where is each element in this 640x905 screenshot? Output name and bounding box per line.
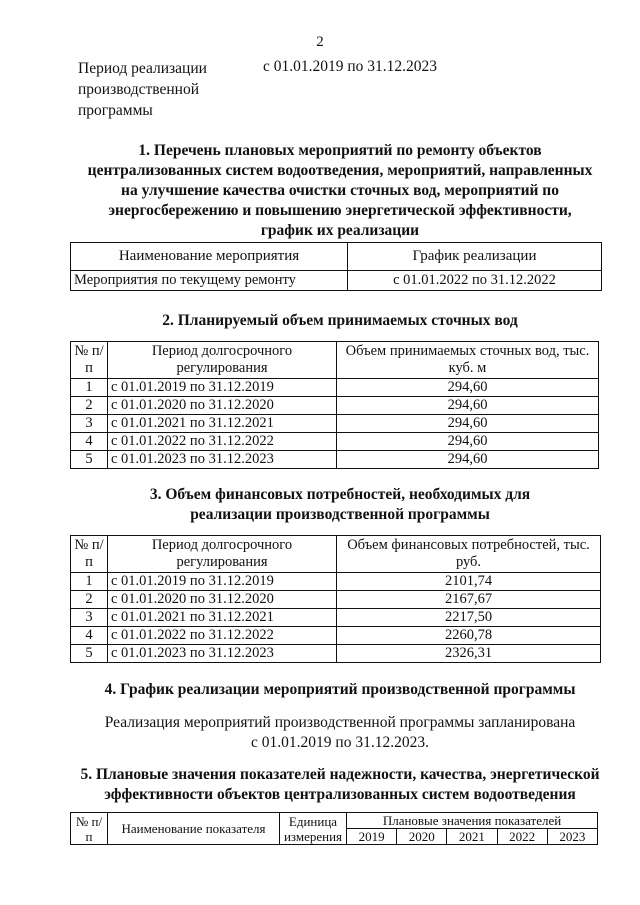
num-cell: 5 [71, 645, 108, 663]
section5-table [70, 812, 598, 845]
schedule-cell: с 01.01.2022 по 31.12.2022 [348, 271, 602, 291]
section3-table [70, 535, 601, 663]
header-year: 2023 [547, 829, 597, 845]
period-label-line: производственной [78, 81, 200, 98]
table-row [71, 609, 601, 627]
table-header-row [71, 243, 602, 271]
header-planned-values: Плановые значения показателей [347, 813, 598, 829]
value-cell: 294,60 [337, 397, 599, 415]
num-cell: 1 [71, 379, 108, 397]
num-cell: 3 [71, 415, 108, 433]
value-cell: 294,60 [337, 415, 599, 433]
header-year: 2022 [497, 829, 547, 845]
value-cell: 294,60 [337, 379, 599, 397]
page-number: 2 [316, 34, 324, 50]
table-row [71, 397, 599, 415]
header-period: Период долгосрочного регулирования [108, 342, 337, 379]
table-header-row [71, 342, 599, 379]
value-cell: 294,60 [337, 451, 599, 469]
section3-title [60, 485, 620, 525]
section5-title [40, 765, 640, 805]
section1-title-line: энергосбережению и повышению энергетической эффективности, [108, 202, 572, 219]
period-cell: с 01.01.2019 по 31.12.2019 [108, 573, 337, 591]
period-cell: с 01.01.2022 по 31.12.2022 [108, 627, 337, 645]
num-cell: 4 [71, 433, 108, 451]
section4-text [60, 713, 620, 753]
period-cell: с 01.01.2020 по 31.12.2020 [108, 591, 337, 609]
section1-title-line: на улучшение качества очистки сточных вод, мероприятий по [121, 182, 559, 199]
section2-title [60, 311, 620, 331]
section3-title-line: 3. Объем финансовых потребностей, необходимых для [149, 486, 531, 503]
section2-table [70, 341, 599, 469]
header-volume: Объем принимаемых сточных вод, тыс. куб. м [337, 342, 599, 379]
header-indicator-name: Наименование показателя [108, 813, 280, 845]
table-row [71, 591, 601, 609]
table-row [71, 433, 599, 451]
section4-title [40, 680, 640, 700]
table-row [71, 627, 601, 645]
period-cell: с 01.01.2020 по 31.12.2020 [108, 397, 337, 415]
header-num: № п/п [71, 342, 108, 379]
value-cell: 2217,50 [337, 609, 601, 627]
section1-title-line: централизованных систем водоотведения, мероприятий, направленных [87, 162, 593, 179]
section5-title-line: эффективности объектов централизованных систем водоотведения [104, 786, 576, 803]
table-row [71, 451, 599, 469]
num-cell: 2 [71, 397, 108, 415]
table-header-row [71, 536, 601, 573]
table-row [71, 573, 601, 591]
period-cell: с 01.01.2023 по 31.12.2023 [108, 451, 337, 469]
header-num: № п/п [71, 536, 108, 573]
value-cell: 2167,67 [337, 591, 601, 609]
header-num: № п/п [71, 813, 108, 845]
value-cell: 2101,74 [337, 573, 601, 591]
section4-title-text: 4. График реализации мероприятий производственной программы [104, 681, 576, 698]
period-cell: с 01.01.2021 по 31.12.2021 [108, 415, 337, 433]
value-cell: 2326,31 [337, 645, 601, 663]
value-cell: 2260,78 [337, 627, 601, 645]
num-cell: 3 [71, 609, 108, 627]
header-activity: Наименование мероприятия [71, 243, 348, 271]
period-label-line: программы [78, 102, 153, 119]
section1-title-line: график их реализации [260, 222, 420, 239]
header-finance: Объем финансовых потребностей, тыс. руб. [337, 536, 601, 573]
header-year: 2021 [447, 829, 497, 845]
header-unit: Единица измерения [280, 813, 347, 845]
table-row [71, 271, 602, 291]
section3-title-line: реализации производственной программы [190, 506, 490, 523]
table-row [71, 415, 599, 433]
table-row [71, 645, 601, 663]
period-cell: с 01.01.2022 по 31.12.2022 [108, 433, 337, 451]
value-cell: 294,60 [337, 433, 599, 451]
period-label [78, 58, 248, 121]
header-period: Период долгосрочного регулирования [108, 536, 337, 573]
section4-text-line: с 01.01.2019 по 31.12.2023. [251, 734, 429, 751]
period-cell: с 01.01.2021 по 31.12.2021 [108, 609, 337, 627]
table-header-row [71, 813, 598, 829]
period-cell: с 01.01.2019 по 31.12.2019 [108, 379, 337, 397]
activity-cell: Мероприятия по текущему ремонту [71, 271, 348, 291]
header-schedule: График реализации [348, 243, 602, 271]
num-cell: 1 [71, 573, 108, 591]
section4-text-line: Реализация мероприятий производственной программы запланирована [104, 714, 576, 731]
section1-table [70, 242, 602, 291]
period-label-line: Период реализации [78, 60, 207, 77]
period-cell: с 01.01.2023 по 31.12.2023 [108, 645, 337, 663]
num-cell: 4 [71, 627, 108, 645]
header-year: 2019 [347, 829, 397, 845]
header-year: 2020 [397, 829, 447, 845]
num-cell: 2 [71, 591, 108, 609]
section2-title-text: 2. Планируемый объем принимаемых сточных вод [162, 312, 518, 329]
section1-title-line: 1. Перечень плановых мероприятий по ремонту объектов [138, 142, 542, 159]
section1-title [60, 141, 620, 241]
period-value: с 01.01.2019 по 31.12.2023 [263, 58, 438, 75]
section5-title-line: 5. Плановые значения показателей надежности, качества, энергетической [80, 766, 600, 783]
table-row [71, 379, 599, 397]
num-cell: 5 [71, 451, 108, 469]
